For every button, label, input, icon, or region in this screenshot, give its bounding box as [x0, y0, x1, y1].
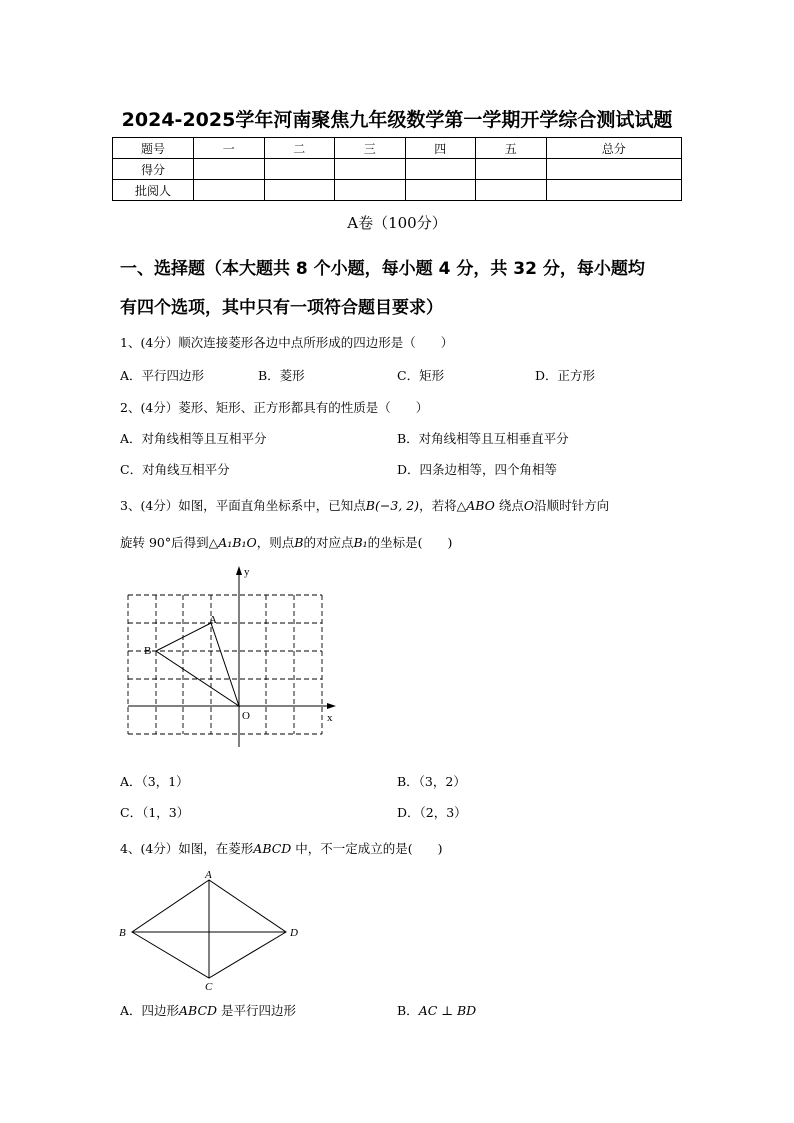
table-cell — [194, 159, 265, 180]
x-axis-label: x — [327, 712, 333, 724]
x-axis-arrow — [327, 703, 336, 709]
table-cell — [405, 180, 476, 201]
q3-text: 的对应点 — [303, 535, 354, 550]
q4-text: 中，不一定成立的是( ) — [291, 841, 443, 856]
table-cell: 得分 — [113, 159, 194, 180]
q3-text: ，若将△ — [419, 498, 467, 513]
q2-option-a: A．对角线相等且互相平分 — [120, 431, 267, 446]
q3-text: 绕点 — [494, 498, 524, 513]
table-cell — [476, 159, 547, 180]
vertex-a-label: A — [205, 869, 212, 881]
question-4-stem — [120, 839, 443, 857]
score-table-header — [113, 138, 682, 159]
table-cell: 五 — [476, 138, 547, 159]
question-3-stem-line2 — [120, 533, 452, 551]
point-a-label: A — [209, 614, 217, 626]
vertex-b-label: B — [119, 927, 126, 939]
score-table — [112, 137, 682, 201]
y-axis-arrow — [236, 566, 242, 575]
q3-math: O — [523, 498, 535, 513]
page-title: 2024-2025学年河南聚焦九年级数学第一学期开学综合测试试题 — [121, 109, 673, 131]
table-row — [113, 180, 682, 201]
origin-label: O — [242, 710, 250, 722]
q4-math: AC ⊥ BD — [418, 1003, 477, 1018]
q4-text: 4、(4分）如图，在菱形 — [120, 841, 254, 856]
table-cell — [335, 180, 406, 201]
table-cell — [335, 159, 406, 180]
q1-option-d: D．正方形 — [535, 368, 596, 383]
y-axis-label: y — [244, 566, 250, 578]
q2-option-d: D．四条边相等，四个角相等 — [397, 462, 558, 477]
question-2-stem: 2、(4分）菱形、矩形、正方形都具有的性质是（ ） — [120, 400, 429, 415]
table-cell — [476, 180, 547, 201]
q3-text: 沿顺时针方向 — [534, 498, 610, 513]
q3-math: ABO — [466, 498, 495, 513]
table-cell: 四 — [405, 138, 476, 159]
table-cell — [194, 180, 265, 201]
q4-rhombus-figure — [112, 866, 312, 992]
table-row — [113, 159, 682, 180]
q4-option-text: 是平行四边形 — [217, 1003, 297, 1018]
vertex-d-label: D — [290, 927, 298, 939]
q3-text: ，则点 — [256, 535, 295, 550]
section-heading-line2: 有四个选项，其中只有一项符合题目要求） — [120, 298, 443, 318]
q3-math: B — [294, 535, 304, 550]
point-b-label: B — [144, 645, 152, 657]
q3-math: B(−3, 2) — [365, 498, 420, 513]
q3-option-c: C．（1，3） — [120, 805, 190, 820]
table-cell — [546, 180, 682, 201]
q1-option-c: C．矩形 — [397, 368, 445, 383]
q4-math: ABCD — [253, 841, 292, 856]
q3-math: B₁ — [353, 535, 368, 550]
table-cell — [546, 159, 682, 180]
q3-option-a: A．（3，1） — [120, 774, 189, 789]
triangle-abo — [156, 623, 239, 706]
table-cell: 总分 — [546, 138, 682, 159]
table-cell: 一 — [194, 138, 265, 159]
vertex-c-label: C — [205, 981, 213, 992]
q4-option-a — [120, 1001, 296, 1019]
q3-text: 3、(4分）如图，平面直角坐标系中，已知点 — [120, 498, 366, 513]
q2-option-c: C．对角线互相平分 — [120, 462, 230, 477]
table-cell: 批阅人 — [113, 180, 194, 201]
q3-math: A₁B₁O — [218, 535, 257, 550]
question-3-stem-line1 — [120, 496, 609, 514]
q4-option-text: B． — [397, 1003, 419, 1018]
table-cell: 三 — [335, 138, 406, 159]
table-cell — [264, 159, 335, 180]
table-cell — [405, 159, 476, 180]
table-cell: 二 — [264, 138, 335, 159]
q1-option-b: B．菱形 — [258, 368, 305, 383]
q3-text: 的坐标是( ) — [367, 535, 453, 550]
q4-option-b — [397, 1001, 476, 1019]
q4-option-text: A．四边形 — [120, 1003, 180, 1018]
section-heading-line1: 一、选择题（本大题共 8 个小题，每小题 4 分，共 32 分，每小题均 — [120, 259, 645, 279]
q1-option-a: A．平行四边形 — [120, 368, 205, 383]
q3-text: 旋转 90°后得到△ — [120, 535, 219, 550]
question-1-stem: 1、(4分）顺次连接菱形各边中点所形成的四边形是（ ） — [120, 335, 454, 350]
q3-option-b: B．（3，2） — [397, 774, 466, 789]
volume-title: A卷（100分） — [347, 214, 447, 232]
q4-math: ABCD — [179, 1003, 218, 1018]
q3-option-d: D．（2，3） — [397, 805, 467, 820]
q2-option-b: B．对角线相等且互相垂直平分 — [397, 431, 569, 446]
q3-coordinate-figure — [118, 562, 348, 754]
table-cell: 题号 — [113, 138, 194, 159]
table-cell — [264, 180, 335, 201]
